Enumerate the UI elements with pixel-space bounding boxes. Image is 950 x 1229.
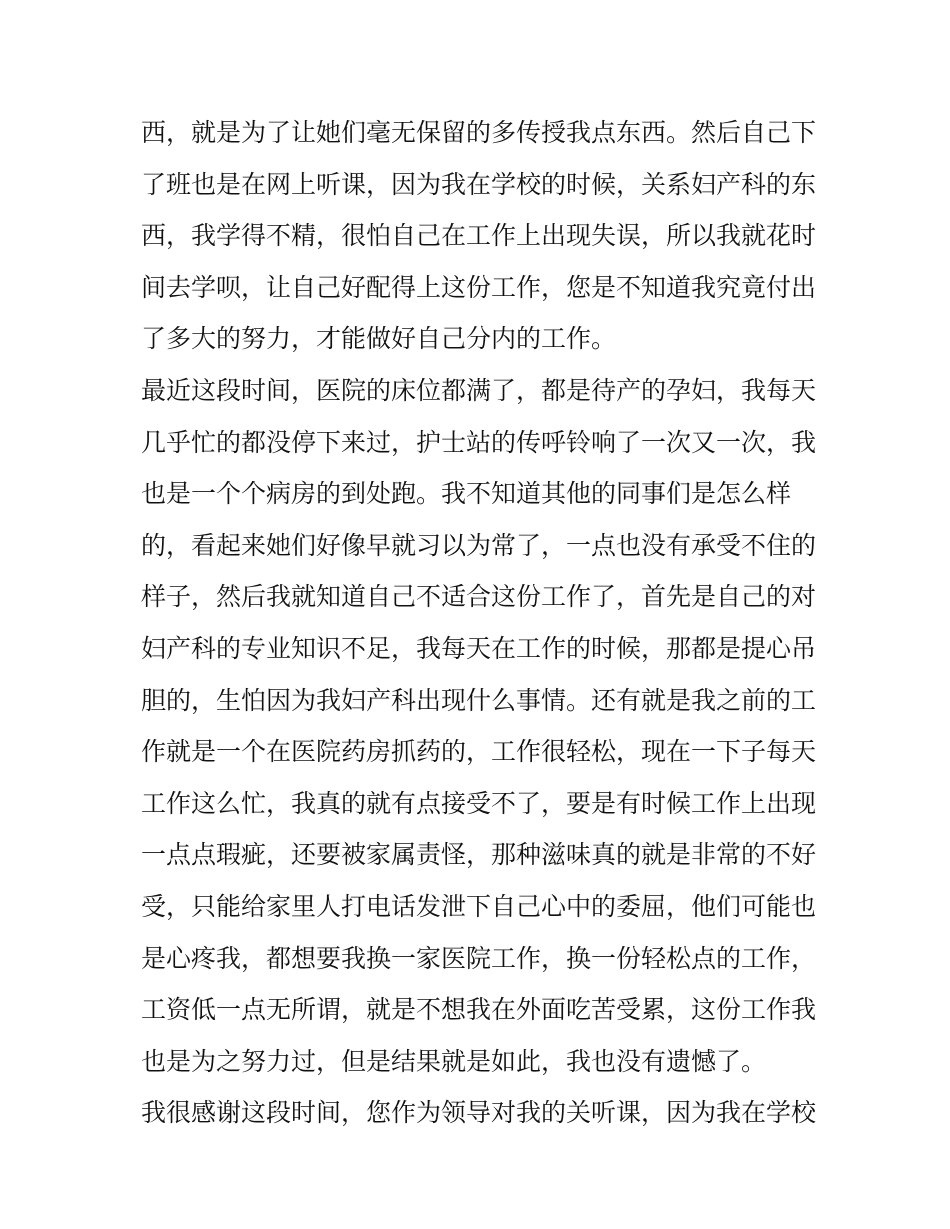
text-line: 样子，然后我就知道自己不适合这份工作了，首先是自己的对 bbox=[141, 582, 817, 612]
text-line: 我很感谢这段时间，您作为领导对我的关听课，因为我在学校 bbox=[141, 1098, 817, 1128]
text-line: 了多大的努力，才能做好自己分内的工作。 bbox=[141, 324, 617, 354]
text-line: 是心疼我，都想要我换一家医院工作，换一份轻松点的工作， bbox=[141, 943, 817, 973]
text-line: 西，就是为了让她们毫无保留的多传授我点东西。然后自己下 bbox=[141, 118, 817, 147]
text-line: 工作这么忙，我真的就有点接受不了，要是有时候工作上出现 bbox=[141, 788, 817, 818]
text-line: 妇产科的专业知识不足，我每天在工作的时候，那都是提心吊 bbox=[141, 633, 817, 663]
text-line: 受，只能给家里人打电话发泄下自己心中的委屈，他们可能也 bbox=[141, 891, 817, 921]
text-line: 作就是一个在医院药房抓药的，工作很轻松，现在一下子每天 bbox=[141, 737, 817, 767]
body-text bbox=[141, 107, 821, 1139]
text-line: 几乎忙的都没停下来过，护士站的传呼铃响了一次又一次，我 bbox=[141, 427, 817, 457]
text-line: 了班也是在网上听课，因为我在学校的时候，关系妇产科的东 bbox=[141, 169, 817, 199]
text-line: 胆的，生怕因为我妇产科出现什么事情。还有就是我之前的工 bbox=[141, 685, 817, 715]
text-line: 最近这段时间，医院的床位都满了，都是待产的孕妇，我每天 bbox=[141, 375, 817, 405]
text-line: 工资低一点无所谓，就是不想我在外面吃苦受累，这份工作我 bbox=[141, 995, 817, 1025]
text-line: 也是一个个病房的到处跑。我不知道其他的同事们是怎么样 bbox=[141, 479, 792, 509]
text-line: 一点点瑕疵，还要被家属责怪，那种滋味真的就是非常的不好 bbox=[141, 840, 817, 870]
text-line: 西，我学得不精，很怕自己在工作上出现失误，所以我就花时 bbox=[141, 221, 817, 251]
text-line: 也是为之努力过，但是结果就是如此，我也没有遗憾了。 bbox=[141, 1046, 767, 1076]
text-line: 的，看起来她们好像早就习以为常了，一点也没有承受不住的 bbox=[141, 530, 817, 560]
text-line: 间去学呗，让自己好配得上这份工作，您是不知道我究竟付出 bbox=[141, 272, 817, 302]
